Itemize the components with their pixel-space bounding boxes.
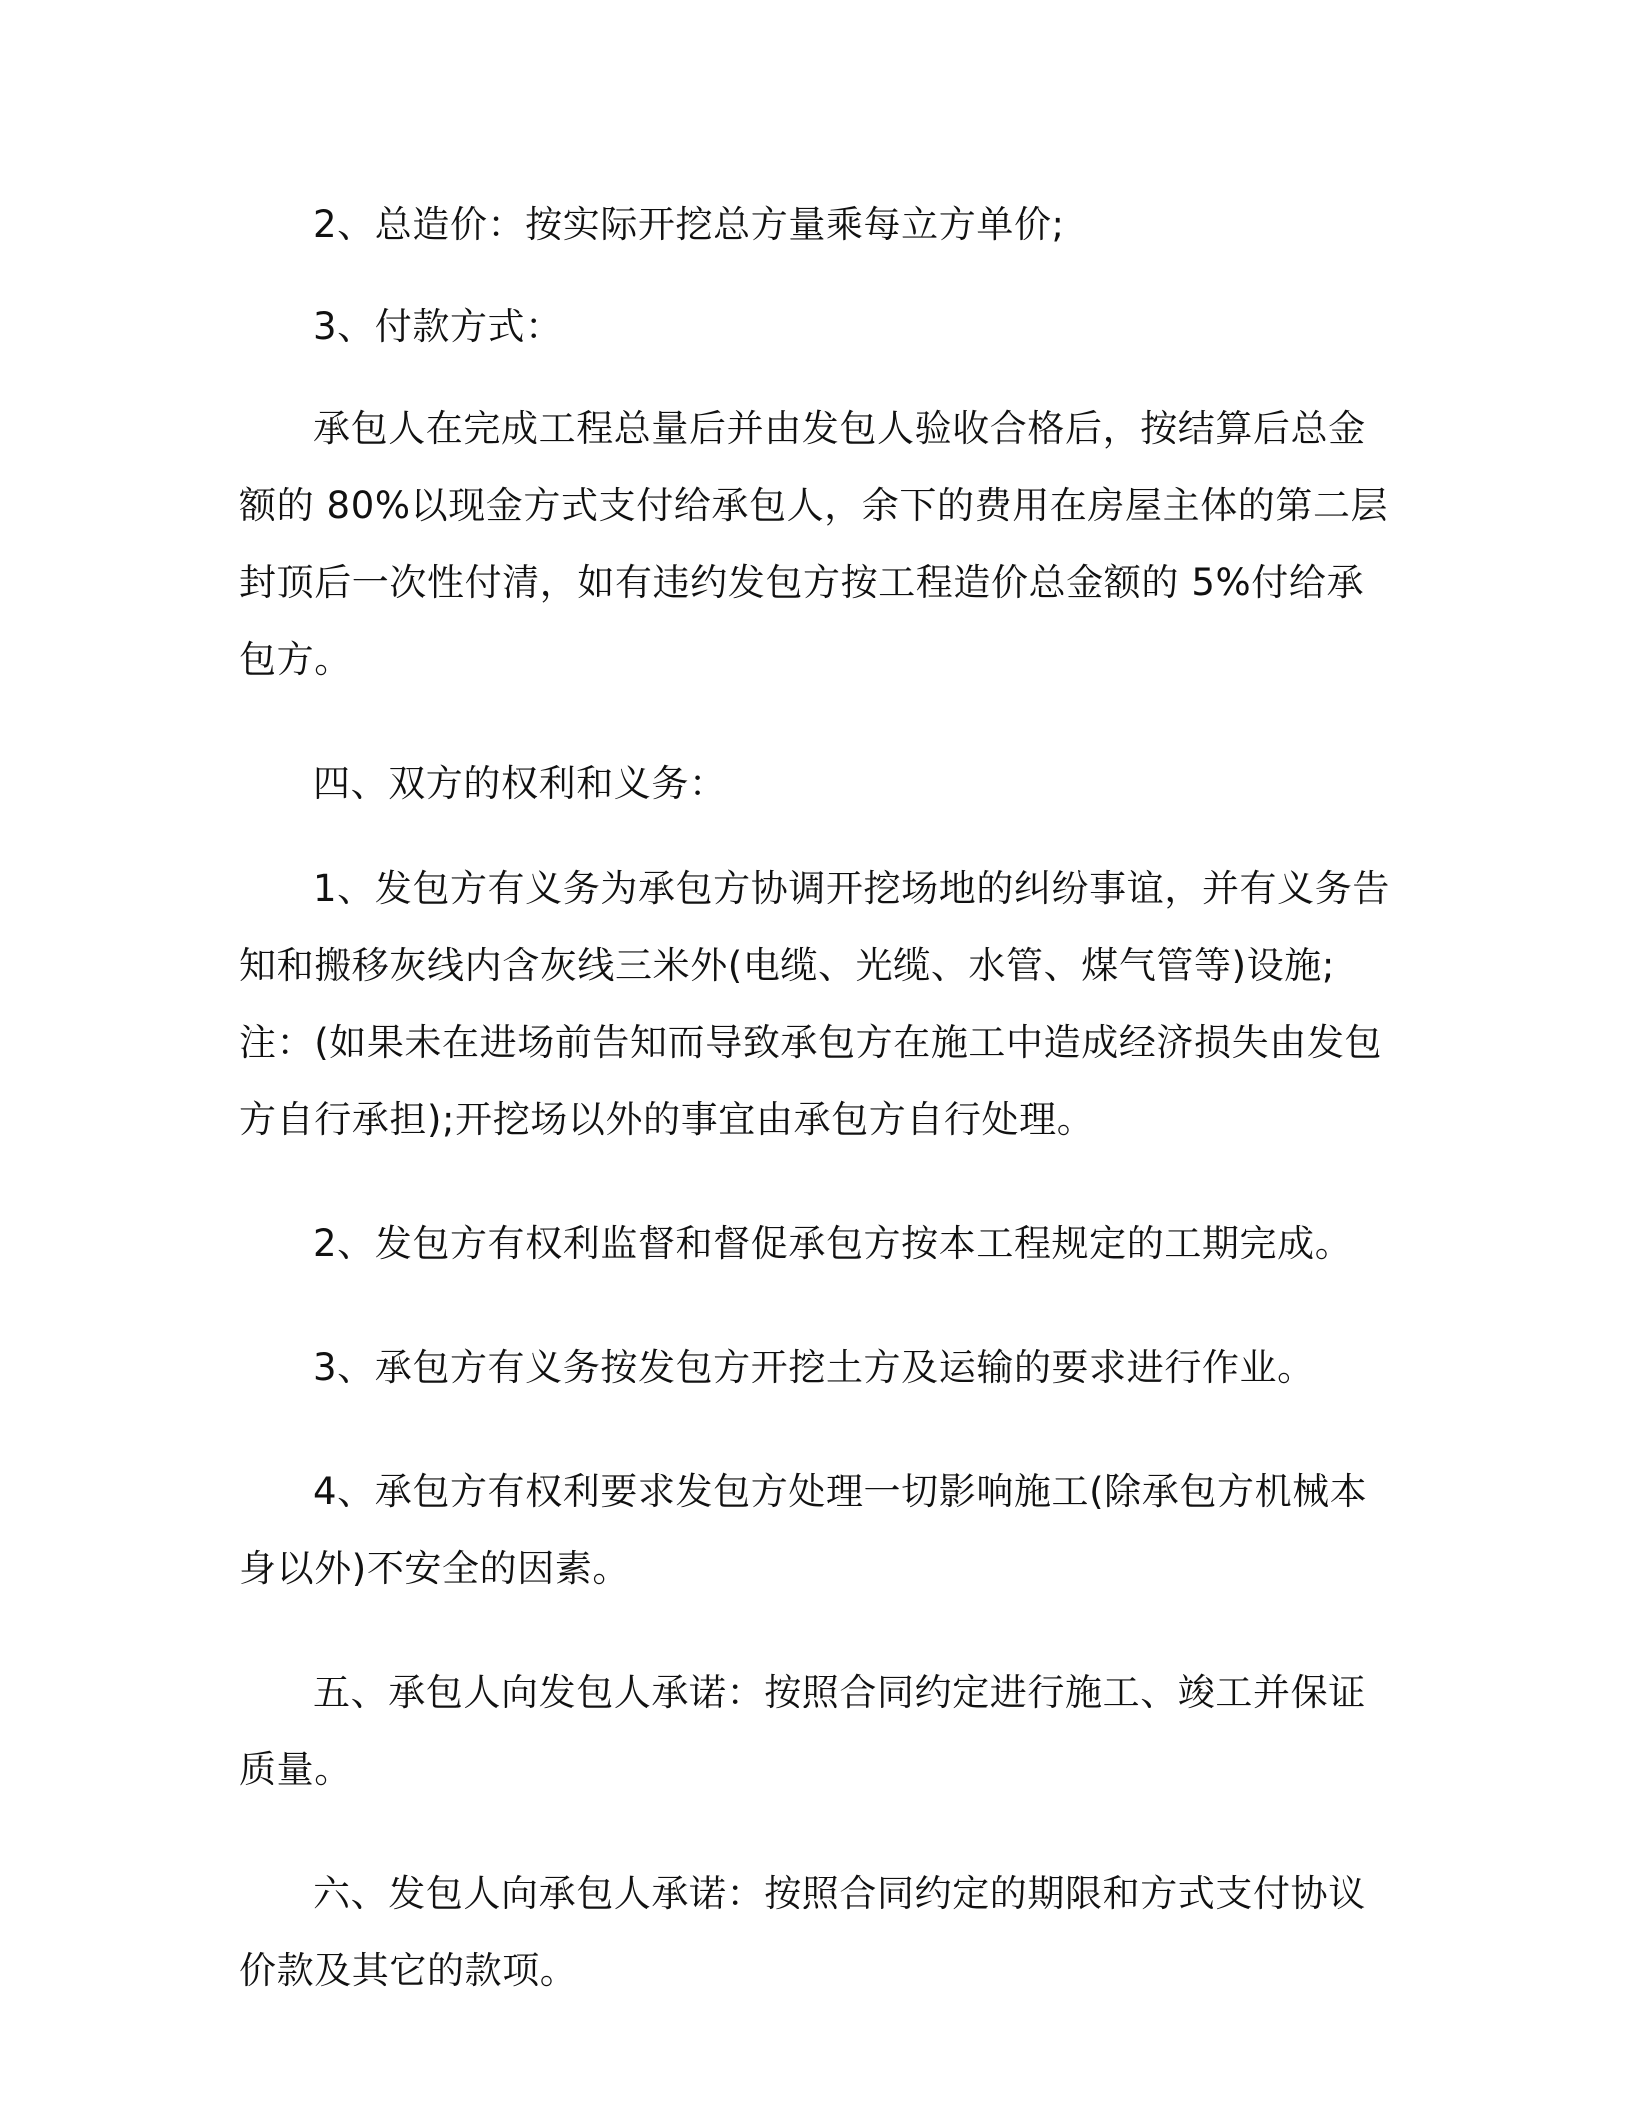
section-rights-and-duties: 四、双方的权利和义务： — [313, 762, 727, 805]
duty-item-4: 4、承包方有权利要求发包方处理一切影响施工(除承包方机械本身以外)不安全的因素。 — [239, 1470, 1368, 1590]
section-contractor-promise: 五、承包人向发包人承诺：按照合同约定进行施工、竣工并保证质量。 — [239, 1671, 1366, 1791]
clause-payment-method-text: 承包人在完成工程总量后并由发包人验收合格后，按结算后总金额的 80%以现金方式支付给承包人，余下的费用在房屋主体的第二层封顶后一次性付清，如有违约发包方按工程造价总金额的 5%付给承包方。 — [239, 407, 1389, 681]
clause-total-cost: 2、总造价：按实际开挖总方量乘每立方单价; — [313, 203, 1065, 246]
clause-payment-method-heading: 3、付款方式： — [313, 305, 563, 348]
duty-item-1: 1、发包方有义务为承包方协调开挖场地的纠纷事谊，并有义务告知和搬移灰线内含灰线三米外(电缆、光缆、水管、煤气管等)设施;注：(如果未在进场前告知而导致承包方在施工中造成经济损失由发包方自行承担);开挖场以外的事宜由承包方自行处理。 — [239, 867, 1390, 1141]
document-body — [239, 186, 1399, 2009]
section-employer-promise: 六、发包人向承包人承诺：按照合同约定的期限和方式支付协议价款及其它的款项。 — [239, 1872, 1366, 1992]
duty-item-2: 2、发包方有权利监督和督促承包方按本工程规定的工期完成。 — [313, 1222, 1353, 1265]
duty-item-3: 3、承包方有义务按发包方开挖土方及运输的要求进行作业。 — [313, 1346, 1315, 1389]
